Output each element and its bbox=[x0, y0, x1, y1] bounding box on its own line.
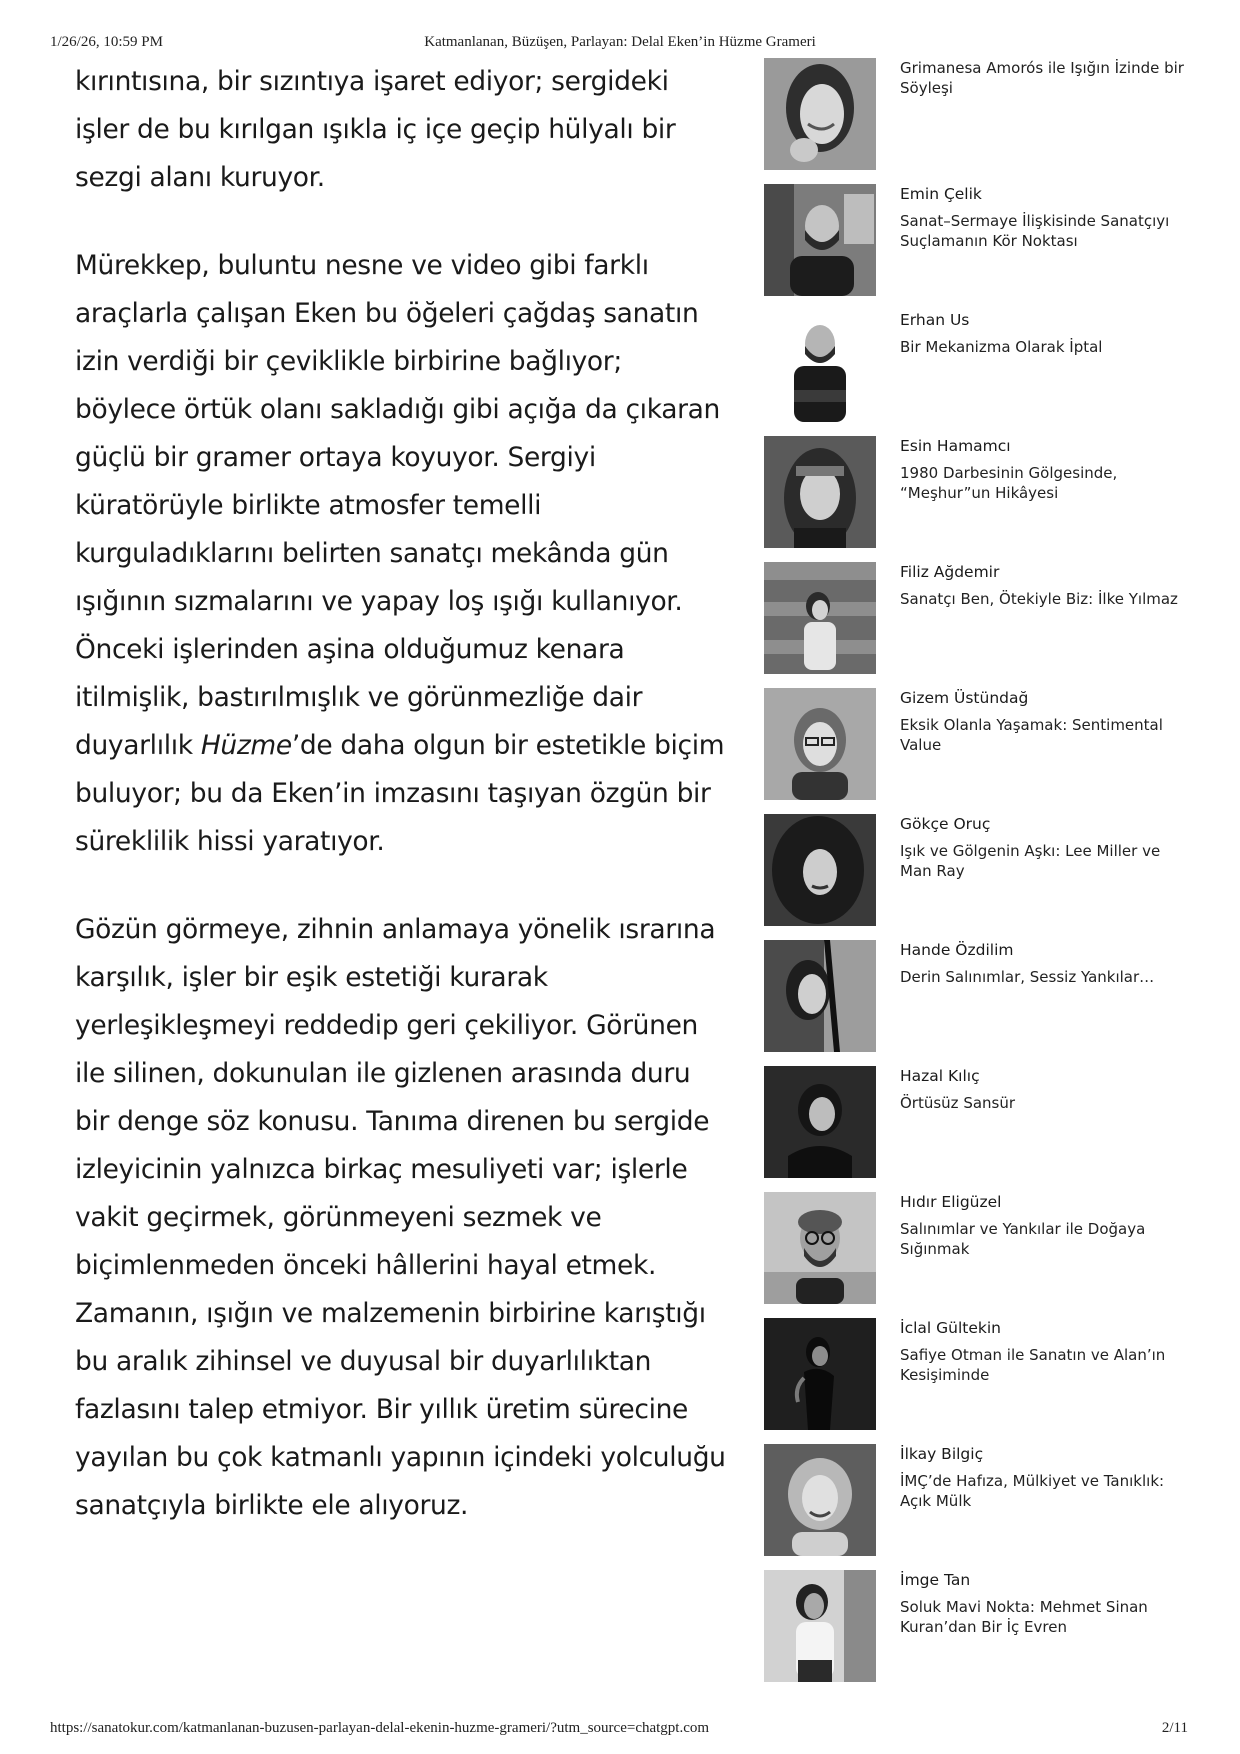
sidebar-article-text bbox=[900, 310, 1184, 357]
author-photo[interactable] bbox=[764, 1192, 876, 1304]
article-link-title[interactable]: Derin Salınımlar, Sessiz Yankılar… bbox=[900, 968, 1155, 986]
article-body bbox=[75, 58, 730, 1570]
author-name[interactable]: Hande Özdilim bbox=[900, 941, 1014, 959]
print-footer bbox=[0, 1720, 1240, 1740]
sidebar-article[interactable] bbox=[764, 58, 1184, 172]
print-timestamp: 1/26/26, 10:59 PM bbox=[50, 34, 163, 50]
author-photo[interactable] bbox=[764, 1066, 876, 1178]
author-name[interactable]: Filiz Ağdemir bbox=[900, 563, 1000, 581]
author-photo[interactable] bbox=[764, 184, 876, 296]
portrait-icon bbox=[764, 436, 876, 548]
author-name[interactable]: İmge Tan bbox=[900, 1571, 971, 1589]
author-photo[interactable] bbox=[764, 1318, 876, 1430]
portrait-icon bbox=[764, 814, 876, 926]
article-paragraph bbox=[75, 242, 730, 866]
sidebar-article-text bbox=[900, 1066, 1184, 1113]
article-link-title[interactable]: Grimanesa Amorós ile Işığın İzinde bir Söyleşi bbox=[900, 59, 1184, 97]
sidebar-article-text bbox=[900, 688, 1184, 755]
author-name[interactable]: Hazal Kılıç bbox=[900, 1067, 980, 1085]
sidebar-article-text bbox=[900, 58, 1184, 98]
article-link-title[interactable]: Bir Mekanizma Olarak İptal bbox=[900, 338, 1103, 356]
author-photo[interactable] bbox=[764, 562, 876, 674]
author-name[interactable]: Gökçe Oruç bbox=[900, 815, 991, 833]
portrait-icon bbox=[764, 688, 876, 800]
sidebar-article[interactable] bbox=[764, 1066, 1184, 1180]
page-number: 2/11 bbox=[1161, 1720, 1188, 1736]
author-name[interactable]: Esin Hamamcı bbox=[900, 437, 1011, 455]
author-photo[interactable] bbox=[764, 1570, 876, 1682]
author-photo[interactable] bbox=[764, 1444, 876, 1556]
author-name[interactable]: Hıdır Eligüzel bbox=[900, 1193, 1002, 1211]
portrait-icon bbox=[764, 310, 876, 422]
author-photo[interactable] bbox=[764, 688, 876, 800]
article-link-title[interactable]: Salınımlar ve Yankılar ile Doğaya Sığınmak bbox=[900, 1220, 1146, 1258]
article-link-title[interactable]: Soluk Mavi Nokta: Mehmet Sinan Kuran’dan Bir İç Evren bbox=[900, 1598, 1148, 1636]
article-link-title[interactable]: Sanatçı Ben, Ötekiyle Biz: İlke Yılmaz bbox=[900, 590, 1178, 608]
sidebar-article[interactable] bbox=[764, 814, 1184, 928]
sidebar-article-text bbox=[900, 940, 1184, 987]
sidebar-article[interactable] bbox=[764, 1318, 1184, 1432]
sidebar-article[interactable] bbox=[764, 436, 1184, 550]
article-paragraph: Gözün görmeye, zihnin anlamaya yönelik ısrarına karşılık, işler bir eşik estetiği kurarak yerleşikleşmeyi reddedip geri çekiliyor. Görünen ile silinen, dokunulan ile gizlenen arasında duru bir denge söz konusu. Tanıma direnen bu sergide izleyicinin yalnızca birkaç mesuliyeti var; işlerle vakit geçirmek, görünmeyeni sezmek ve biçimlenmeden önceki hâllerini hayal etmek. Zamanın, ışığın ve malzemenin birbirine karıştığı bu aralık zihinsel ve duyusal bir duyarlılıktan fazlasını talep etmiyor. Bir yıllık üretim sürecine yayılan bu çok katmanlı yapının içindeki yolculuğu sanatçıyla birlikte ele alıyoruz. bbox=[75, 914, 726, 1521]
portrait-icon bbox=[764, 1066, 876, 1178]
author-photo[interactable] bbox=[764, 310, 876, 422]
author-name[interactable]: Erhan Us bbox=[900, 311, 970, 329]
article-link-title[interactable]: Sanat–Sermaye İlişkisinde Sanatçıyı Suçlamanın Kör Noktası bbox=[900, 212, 1170, 250]
article-link-title[interactable]: 1980 Darbesinin Gölgesinde, “Meşhur”un Hikâyesi bbox=[900, 464, 1118, 502]
paragraph-text: ’de daha olgun bir estetikle biçim buluyor; bu da Eken’in imzasını taşıyan özgün bir süreklilik hissi yaratıyor. bbox=[75, 730, 725, 857]
print-header bbox=[0, 34, 1240, 54]
sidebar-article[interactable] bbox=[764, 940, 1184, 1054]
portrait-icon bbox=[764, 562, 876, 674]
sidebar-article-text bbox=[900, 562, 1184, 609]
article-link-title[interactable]: Safiye Otman ile Sanatın ve Alan’ın Kesişiminde bbox=[900, 1346, 1166, 1384]
print-page-title: Katmanlanan, Büzüşen, Parlayan: Delal Eken’in Hüzme Grameri bbox=[424, 34, 816, 50]
article-link-title[interactable]: Eksik Olanla Yaşamak: Sentimental Value bbox=[900, 716, 1163, 754]
sidebar-article-text bbox=[900, 1192, 1184, 1259]
sidebar-article-text bbox=[900, 184, 1184, 251]
sidebar-article[interactable] bbox=[764, 310, 1184, 424]
author-photo[interactable] bbox=[764, 436, 876, 548]
portrait-icon bbox=[764, 1192, 876, 1304]
author-photo[interactable] bbox=[764, 814, 876, 926]
author-name[interactable]: İclal Gültekin bbox=[900, 1319, 1001, 1337]
article-paragraph: kırıntısına, bir sızıntıya işaret ediyor; sergideki işler de bu kırılgan ışıkla iç içe geçip hülyalı bir sezgi alanı kuruyor. bbox=[75, 66, 676, 193]
portrait-icon bbox=[764, 184, 876, 296]
author-name[interactable]: Gizem Üstündağ bbox=[900, 689, 1029, 707]
article-link-title[interactable]: Işık ve Gölgenin Aşkı: Lee Miller ve Man Ray bbox=[900, 842, 1161, 880]
paragraph-text: Mürekkep, buluntu nesne ve video gibi farklı araçlarla çalışan Eken bu öğeleri çağdaş sanatın izin verdiği bir çeviklikle birbirine bağlıyor; böylece örtük olanı sakladığı gibi açığa da çıkaran güçlü bir gramer ortaya koyuyor. Sergiyi küratörüyle birlikte atmosfer temelli kurguladıklarını belirten sanatçı mekânda gün ışığının sızmalarını ve yapay loş ışığı kullanıyor. Önceki işlerinden aşina olduğumuz kenara itilmişlik, bastırılmışlık ve görünmezliğe dair duyarlılık bbox=[75, 250, 720, 761]
author-name[interactable]: Emin Çelik bbox=[900, 185, 982, 203]
article-link-title[interactable]: Örtüsüz Sansür bbox=[900, 1094, 1016, 1112]
sidebar-article[interactable] bbox=[764, 688, 1184, 802]
author-photo[interactable] bbox=[764, 940, 876, 1052]
sidebar-article-text bbox=[900, 1444, 1184, 1511]
sidebar-article-text bbox=[900, 1318, 1184, 1385]
sidebar-article-text bbox=[900, 436, 1184, 503]
sidebar-article[interactable] bbox=[764, 1570, 1184, 1684]
portrait-icon bbox=[764, 58, 876, 170]
portrait-icon bbox=[764, 1570, 876, 1682]
author-name[interactable]: İlkay Bilgiç bbox=[900, 1445, 984, 1463]
portrait-icon bbox=[764, 940, 876, 1052]
page-url: https://sanatokur.com/katmanlanan-buzusen-parlayan-delal-ekenin-huzme-grameri/?utm_source=chatgpt.com bbox=[50, 1720, 710, 1736]
sidebar-article[interactable] bbox=[764, 562, 1184, 676]
article-link-title[interactable]: İMÇ’de Hafıza, Mülkiyet ve Tanıklık: Açık Mülk bbox=[900, 1472, 1165, 1510]
sidebar-article[interactable] bbox=[764, 1192, 1184, 1306]
author-photo[interactable] bbox=[764, 58, 876, 170]
sidebar-article-text bbox=[900, 814, 1184, 881]
sidebar-article-text bbox=[900, 1570, 1184, 1637]
exhibition-title: Hüzme bbox=[200, 730, 292, 761]
portrait-icon bbox=[764, 1444, 876, 1556]
sidebar-article[interactable] bbox=[764, 1444, 1184, 1558]
portrait-icon bbox=[764, 1318, 876, 1430]
sidebar-article[interactable] bbox=[764, 184, 1184, 298]
